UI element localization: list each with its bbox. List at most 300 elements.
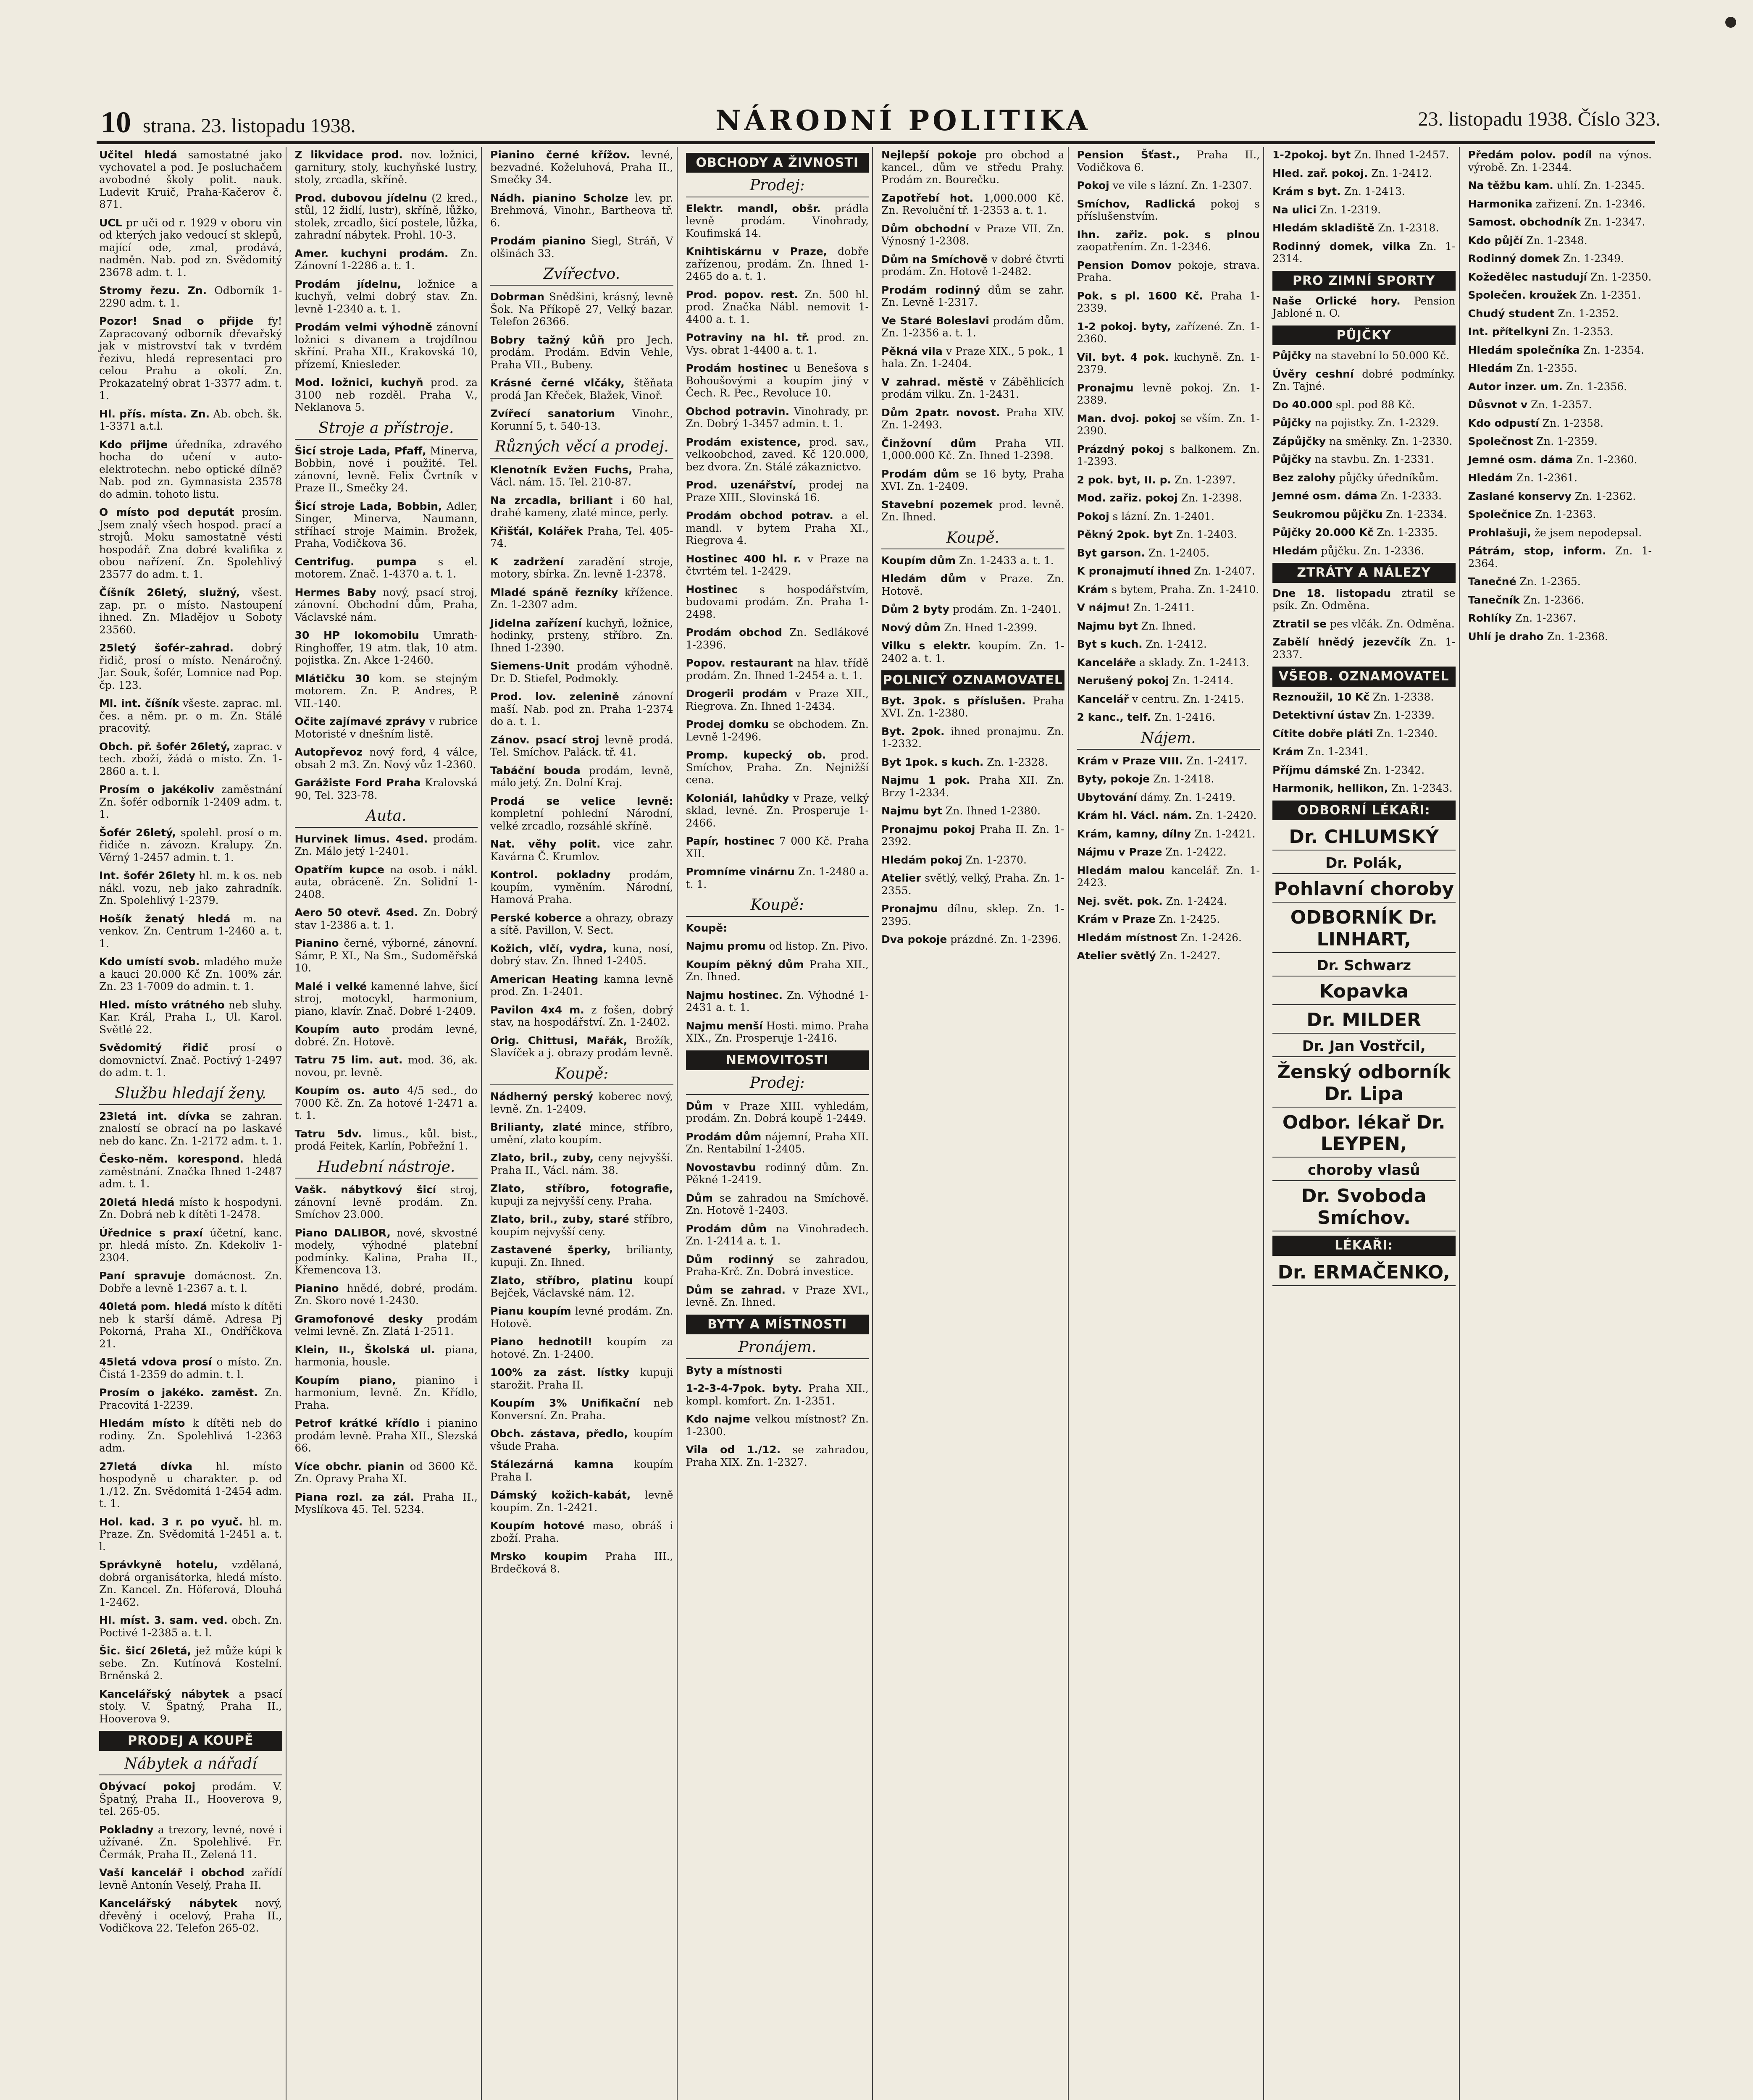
ad-keyword: Pension Šťast., [1077, 149, 1180, 161]
ad-keyword: Dům [686, 1192, 713, 1204]
ad-keyword: Koupím hotové [490, 1520, 584, 1532]
classified-ad [1468, 179, 1652, 192]
classified-ad [1077, 547, 1260, 559]
ad-text: Zn. 1-2480 a. t. 1. [686, 866, 869, 890]
ad-text: v Praze XII., Riegrova. Zn. Ihned 1-2434. [686, 688, 869, 712]
ad-text: koupím Praha I. [490, 1458, 673, 1483]
ad-text: s el. motorem. Znač. 1-4370 a. t. 1. [294, 555, 478, 580]
ad-text: Zn. 1-2314. [1272, 240, 1456, 265]
classified-ad [686, 958, 869, 983]
classified-ad [295, 1417, 478, 1454]
ad-keyword: Harmonik, hellikon, [1272, 782, 1388, 795]
classified-ad [295, 247, 478, 272]
ad-keyword: Kancelářský nábytek [99, 1897, 237, 1910]
ad-text: hl. m. Praze. Zn. Svědomitá 1-2451 a. t. l. [99, 1515, 282, 1553]
ad-keyword: Prodám rodinný [881, 284, 980, 296]
classified-ad [490, 1520, 673, 1544]
ad-keyword: Kanceláře [1077, 656, 1136, 669]
classified-ad [881, 499, 1064, 523]
ad-text: spl. pod 88 Kč. [1332, 398, 1415, 411]
ad-text: Zn. 1-2355. [1513, 362, 1578, 374]
ad-keyword: Harmonika [1468, 197, 1532, 210]
classified-ad [686, 436, 869, 473]
classified-ad [881, 223, 1064, 247]
ad-keyword: Svědomitý řidič [99, 1042, 209, 1054]
ad-text: v Praze. Zn. Hotově. [881, 572, 1064, 597]
ad-keyword: Vašk. nábytkový šicí [294, 1184, 436, 1196]
ad-text: Brožík, Slavíček a j. obrazy prodám levně. [490, 1034, 673, 1059]
ad-keyword: Krám, kamny, dílny [1077, 827, 1191, 840]
classified-ad [686, 989, 869, 1014]
ad-text: Zn. 1-2420. [1192, 809, 1257, 822]
ad-text: kamna levně prod. Zn. 1-2401. [490, 973, 673, 998]
doctor-ad-d5: Dr. Schwarz [1272, 956, 1456, 976]
ad-text: zánovní maší. Nab. pod zn. Praha 1-2374 do a. t. 1. [490, 690, 673, 728]
ad-keyword: Pronajmu pokoj [881, 823, 975, 835]
classified-ad [1468, 381, 1652, 393]
ad-keyword: Uhlí je draho [1468, 630, 1544, 643]
ad-keyword: Hledám malou [1077, 864, 1165, 877]
classified-ad [686, 289, 869, 326]
ad-keyword: Siemens-Unit [490, 660, 570, 672]
classified-ad [1272, 435, 1456, 448]
section-banner-lekari: LÉKAŘI: [1272, 1236, 1456, 1255]
ad-keyword: Krám s byt. [1272, 185, 1341, 197]
ad-text: v rubrice Motoristé v dnešním listě. [294, 715, 478, 740]
ad-text: Zn. 1-2352. [1554, 307, 1619, 320]
ad-keyword: Klenotník Evžen Fuchs, [490, 463, 633, 476]
ad-text: na hlav. třídě prodám. Zn. Ihned 1-2454 a. t. 1. [686, 657, 869, 682]
classified-ad [99, 1196, 282, 1221]
ad-keyword: Prosím o jakékoliv [99, 783, 215, 795]
ad-keyword: Reznoužil, 10 Kč [1272, 690, 1370, 703]
classified-ad [686, 866, 869, 890]
ad-keyword: Klein, II., Školská ul. [294, 1343, 435, 1356]
ad-text: se zahran. znalostí se obrací na po laskavé neb do kanc. Zn. 1-2172 adm. t. 1. [99, 1110, 282, 1147]
ad-text: prodám, levně, málo jetý. Zn. Dolní Kraj. [490, 764, 673, 789]
ad-keyword: Prodám dům [686, 1222, 767, 1235]
classified-ad [1077, 382, 1260, 407]
classified-ad [1468, 252, 1652, 265]
classified-ad [295, 192, 478, 242]
ad-keyword: Prodám dům [881, 467, 959, 480]
ad-keyword: Tanečník [1468, 593, 1520, 606]
classified-ad [686, 509, 869, 547]
section-banner-polnicy: POLNICÝ OZNAMOVATEL [881, 670, 1064, 690]
classified-ad [490, 525, 673, 550]
classified-ad [295, 629, 478, 667]
section-banner-obchody: OBCHODY A ŽIVNOSTI [686, 153, 869, 173]
ad-text: zaprac. v tech. zboží, žádá o místo. Zn. 1-2860 a. t. l. [99, 740, 282, 777]
ad-keyword: Pozor! Snad o přijde [99, 315, 254, 327]
ad-keyword: Vaší kancelář i obchod [99, 1866, 244, 1879]
classified-ad [99, 1110, 282, 1147]
ad-text: Zn. 1-2364. [1468, 545, 1652, 570]
section-subhead-najem: Nájem. [1077, 730, 1260, 750]
classified-ad [686, 202, 869, 240]
ad-keyword: Ml. int. číšník [99, 697, 179, 709]
classified-ad [99, 1780, 282, 1818]
classified-ad [1077, 656, 1260, 669]
ad-text: dobře zařízenou, prodám. Zn. Ihned 1-2465 do a. t. 1. [686, 245, 869, 283]
ad-keyword: Samost. obchodník [1468, 216, 1581, 228]
ad-text: a trezory, levné, nové i užívané. Zn. Spolehlivé. Fr. Čermák, Praha II., Zelená 11. [99, 1823, 282, 1861]
classified-ad [1272, 508, 1456, 521]
ad-text: Zn. 1-2350. [1587, 270, 1652, 283]
ad-text: 1,000.000 Kč. Zn. Revoluční tř. 1-2353 a. t. 1. [881, 192, 1064, 216]
ad-text: štěňata prodá Jan Křeček, Blažek, Vinoř. [490, 377, 673, 402]
ad-text: Zn. 500 hl. prod. Značka Nábl. nemovit 1-4400 a. t. 1. [686, 288, 869, 326]
ad-keyword: Hled. zař. pokoj. [1272, 167, 1368, 179]
ad-keyword: Prodám obchod [686, 626, 782, 639]
ad-keyword: Hledám [1468, 472, 1513, 484]
ad-text: piana, harmonia, housle. [294, 1343, 478, 1368]
ad-keyword: Dne 18. listopadu [1272, 587, 1391, 599]
ad-keyword: Rohlíky [1468, 612, 1512, 624]
ad-keyword: Prod. uzenářství, [686, 479, 796, 491]
classified-ad [295, 1460, 478, 1485]
classified-ad [99, 1688, 282, 1725]
ad-keyword: Najmu hostinec. [686, 989, 783, 1001]
ad-keyword: Mrsko koupim [490, 1550, 588, 1563]
classified-ad [99, 827, 282, 864]
ad-keyword: Amer. kuchyni prodám. [294, 247, 449, 260]
ad-keyword: Stavební pozemek [881, 498, 993, 511]
ad-text: Zn. 1-2358. [1539, 417, 1604, 429]
ad-keyword: Obch. zástava, předlo, [490, 1428, 628, 1440]
ad-text: prod. levně. Zn. Ihned. [881, 498, 1064, 523]
classified-ad [1272, 399, 1456, 411]
ad-text: od listop. Zn. Pivo. [765, 940, 868, 953]
classified-ad [295, 321, 478, 370]
ad-text: ihned pronajmu. Zn. 1-2332. [881, 725, 1064, 750]
classified-ad [1077, 474, 1260, 486]
ad-text: Zn. 1-2397. [1171, 473, 1236, 486]
ad-keyword: Stálezárná kamna [490, 1458, 614, 1471]
ad-keyword: Kdo přijme [99, 438, 168, 451]
ad-text: Snědšini, krásný, levně Šok. Na Příkopě 27, Velký bazar. Telefon 26366. [490, 291, 673, 328]
classified-ad [686, 1161, 869, 1186]
ad-text: ztratil se psík. Zn. Odměna. [1272, 587, 1456, 612]
ad-keyword: Brilianty, zlaté [490, 1121, 582, 1134]
ad-text: dámy. Zn. 1-2419. [1137, 791, 1236, 803]
classified-ad [99, 1270, 282, 1294]
classified-ad [490, 1090, 673, 1115]
ad-text: v centru. Zn. 1-2415. [1129, 693, 1244, 705]
ad-text: pianino i harmonium, levně. Zn. Křídlo, Praha. [294, 1374, 478, 1411]
doctor-ad-d10: Odbor. lékař Dr. LEYPEN, [1272, 1110, 1456, 1158]
ad-keyword: Petrof krátké křídlo [294, 1417, 420, 1430]
classified-ad [1272, 453, 1456, 466]
classified-ad [1272, 490, 1456, 502]
ad-keyword: Prodá se velice levně: [490, 795, 673, 807]
ad-text: půjčku. Zn. 1-2336. [1317, 544, 1424, 557]
ad-keyword: Pěkný 2pok. byt [1077, 528, 1173, 541]
classified-ad [1468, 149, 1652, 173]
classified-ad [295, 1023, 478, 1048]
ad-text: stroj, zánovní levně prodám. Zn. Smíchov 23.000. [294, 1184, 478, 1221]
classified-ad [490, 1305, 673, 1330]
classified-ad [490, 1336, 673, 1360]
ad-text: Praha XVI. Zn. 1-2380. [881, 694, 1064, 719]
ad-keyword: Prodám obchod potrav. [686, 509, 833, 522]
ad-text: levně koupím. Zn. 1-2421. [490, 1489, 673, 1514]
ad-text: vzdělaná, dobrá organisátorka, hledá místo. Zn. Kancel. Zn. Höferová, Dlouhá 1-2462. [99, 1559, 282, 1608]
classified-ad [881, 903, 1064, 927]
classified-columns [97, 147, 1655, 2100]
classified-ad [99, 217, 282, 279]
ad-text: Zn. 1-2412. [1142, 638, 1207, 650]
classified-ad [1468, 630, 1652, 643]
classified-ad [881, 805, 1064, 817]
ad-keyword: Vila od 1./12. [686, 1444, 781, 1456]
ad-keyword: Prod. dubovou jídelnu [294, 192, 427, 204]
ad-text: Zn. 1-2360. [1573, 453, 1637, 466]
classified-ad [1468, 527, 1652, 539]
classified-ad [686, 1444, 869, 1468]
ad-keyword: Centrifug. pumpa [294, 555, 417, 568]
ad-keyword: Nat. věhy polit. [490, 838, 601, 850]
classified-ad [99, 740, 282, 778]
ad-keyword: 27letá dívka [99, 1460, 193, 1473]
classified-ad [490, 1366, 673, 1391]
column-2 [292, 147, 482, 2100]
classified-ad [686, 922, 869, 934]
section-banner-vseob: VŠEOB. OZNAMOVATEL [1272, 667, 1456, 686]
ad-text: Zn. 1-2413. [1340, 185, 1405, 197]
section-subhead-prodej: Prodej: [686, 177, 869, 197]
classified-ad [490, 1121, 673, 1146]
ad-keyword: Najmu promu [686, 940, 766, 953]
ad-keyword: K pronajmutí ihned [1077, 565, 1191, 577]
ad-text: se obchodem. Zn. Levně 1-2496. [686, 718, 869, 743]
classified-ad [1272, 545, 1456, 557]
ad-keyword: Nej. svět. pok. [1077, 895, 1163, 907]
ad-text: Zn. 1-2318. [1375, 222, 1439, 234]
classified-ad [686, 583, 869, 621]
ad-keyword: Na zrcadla, briliant [490, 494, 613, 507]
page-header [0, 0, 1753, 139]
ad-text: Zn. 1-2328. [983, 756, 1048, 768]
classified-ad [1077, 443, 1260, 468]
classified-ad [1077, 638, 1260, 651]
ad-keyword: Hl. míst. 3. sam. ved. [99, 1614, 228, 1627]
ad-text: kompletní pohlední Národní, velké zrcadlo, rozsáhlé skříně. [490, 807, 673, 832]
ad-text: Zn. 1-2333. [1377, 490, 1442, 502]
ad-keyword: Kdo najme [686, 1413, 750, 1425]
classified-ad [99, 438, 282, 501]
ad-keyword: Prohlašuji, [1468, 526, 1531, 539]
ad-text: Praha II., Vodičkova 6. [1077, 149, 1260, 173]
classified-ad [295, 1084, 478, 1122]
ad-text: v dobré čtvrti prodám. Zn. Hotově 1-2482. [881, 253, 1064, 278]
ad-text: Zn. 1-2362. [1571, 490, 1636, 502]
ad-keyword: Zlato, bril., zuby, staré [490, 1213, 629, 1226]
ad-keyword: Autor inzer. um. [1468, 380, 1563, 393]
classified-ad [490, 1244, 673, 1268]
ad-keyword: Tabáční bouda [490, 764, 581, 777]
ad-keyword: Garážiste Ford Praha [294, 777, 421, 789]
ad-text: Zn. 1-2319. [1316, 203, 1381, 216]
ad-keyword: Hol. kad. 3 r. po vyuč. [99, 1515, 243, 1528]
ad-text: Zn. 1-2343. [1388, 782, 1453, 795]
ad-keyword: Krásné černé vlčáky, [490, 377, 625, 389]
classified-ad [1272, 587, 1456, 612]
classified-ad [295, 980, 478, 1018]
ad-keyword: Nejlepší pokoje [881, 149, 977, 161]
doctor-ad-d8: Dr. Jan Vostřcil, [1272, 1036, 1456, 1057]
section-subhead-sluzby: Službu hledají ženy. [99, 1085, 282, 1105]
ad-keyword: Šofér 26letý, [99, 826, 176, 839]
classified-ad [881, 315, 1064, 339]
ad-text: Zn. 1-2433 a. t. 1. [955, 554, 1054, 567]
classified-ad [686, 1020, 869, 1045]
ad-text: křížence. Zn. 1-2307 adm. [490, 586, 673, 611]
classified-ad [686, 657, 869, 682]
ad-text: mod. 36, ak. novou, pr. levně. [294, 1054, 478, 1079]
ad-keyword: Zvířecí sanatorium [490, 407, 615, 420]
ad-keyword: Piana rozl. za zál. [294, 1491, 415, 1503]
ad-keyword: Koloniál, lahůdky [686, 792, 789, 804]
ad-keyword: Chudý student [1468, 307, 1555, 320]
ad-text: prosím. Jsem znalý všech hospod. prací a strojů. Moku samostatně vésti hospodář. Zna dobré kvalifika z obou nařízení. Zn. Spolehlivý 23577 do adm. t. 1. [99, 506, 282, 580]
ad-text: a sklady. Zn. 1-2413. [1136, 656, 1249, 669]
ad-keyword: 45letá vdova prosí [99, 1356, 212, 1368]
classified-ad [1077, 711, 1260, 724]
classified-ad [686, 1100, 869, 1125]
ad-text: jež může kúpi k sebe. Zn. Kutínová Kostelní. Brněnská 2. [99, 1645, 282, 1682]
ad-text: Zn. 1-2368. [1543, 630, 1608, 643]
ad-keyword: Pension Domov [1077, 259, 1172, 271]
classified-ad [1272, 709, 1456, 722]
ad-text: na pojistky. Zn. 1-2329. [1311, 417, 1439, 429]
classified-ad [881, 149, 1064, 186]
ad-text: Zn. 1-2335. [1373, 526, 1438, 539]
classified-ad [1272, 636, 1456, 661]
classified-ad [686, 835, 869, 860]
ad-text: nové, skvostné modely, výhodné platební podmínky. Kalina, Praha II., Křemencova 13. [294, 1226, 478, 1276]
ad-text: s bytem, Praha. Zn. 1-2410. [1108, 583, 1259, 596]
ad-text: prodám, koupím, vyměním. Národní, Hamová Praha. [490, 869, 673, 906]
ad-keyword: Kancelářský nábytek [99, 1688, 229, 1700]
classified-ad [686, 749, 869, 786]
ad-keyword: Jemné osm. dáma [1272, 490, 1377, 502]
ad-text: ceny nejvyšší. Praha II., Václ. nám. 38. [490, 1152, 673, 1176]
classified-ad [490, 407, 673, 432]
ad-keyword: Pokladny [99, 1823, 154, 1836]
classified-ad [490, 869, 673, 906]
ad-text: hl. m. k os. neb nákl. vozu, neb jako zahradník. Zn. Spolehlivý 1-2379. [99, 869, 282, 906]
ad-text: kamenné lahve, šicí stroj, motocykl, harmonium, piano, klavír. Znač. Dobré 1-2409. [294, 980, 478, 1017]
ad-keyword: Kdo půjčí [1468, 234, 1523, 247]
ad-keyword: Prodám jídelnu, [294, 278, 402, 290]
classified-ad [295, 586, 478, 624]
section-subhead-pronajem: Pronájem. [686, 1339, 869, 1359]
ad-keyword: Tatru 5dv. [294, 1127, 362, 1140]
ad-keyword: Koupě: [686, 921, 728, 934]
section-banner-prozimni: PRO ZIMNÍ SPORTY [1272, 271, 1456, 291]
section-banner-nemovitosti: NEMOVITOSTI [686, 1050, 869, 1070]
ad-keyword: Nerušený pokoj [1077, 675, 1169, 687]
ad-keyword: Půjčky 20.000 Kč [1272, 526, 1374, 539]
ad-text: místo k hospodyni. Zn. Dobrá neb k dítěti 1-2478. [99, 1196, 282, 1221]
ad-text: Zn. Ihned. [1138, 620, 1196, 632]
ad-keyword: Prodám existence, [686, 436, 801, 448]
classified-ad [1468, 344, 1652, 357]
classified-ad [99, 1516, 282, 1553]
ad-text: Praha II., Myslíkova 45. Tel. 5234. [294, 1491, 478, 1516]
ad-keyword: 1-2pokoj. byt [1272, 149, 1351, 161]
ad-text: mince, stříbro, umění, zlato koupím. [490, 1121, 673, 1146]
ad-text: obch. Zn. Poctivé 1-2385 a. t. l. [99, 1614, 282, 1639]
classified-ad [1077, 895, 1260, 908]
classified-ad [1272, 472, 1456, 484]
column-3 [488, 147, 678, 2100]
ad-text: Siegl, Stráň, V olšinách 33. [490, 235, 673, 260]
classified-ad [295, 1054, 478, 1079]
ad-text: nový, dřevěný i ocelový, Praha II., Vodičkova 22. Telefon 265-02. [99, 1897, 282, 1935]
ad-keyword: Pronajmu [881, 903, 938, 915]
ad-keyword: Prodám hostinec [686, 362, 788, 375]
ad-text: limus., kůl. bist., prodá Feitek, Karlín, Pobřežní 1. [294, 1127, 478, 1152]
classified-ad [881, 376, 1064, 401]
ad-keyword: Kontrol. pokladny [490, 869, 611, 881]
classified-ad [295, 937, 478, 974]
ad-keyword: Dům se zahrad. [686, 1284, 786, 1296]
ad-keyword: Kožedělec nastudují [1468, 270, 1587, 283]
ad-text: všest. zap. pr. o místo. Nastoupení ihned. Zn. Mladějov u Soboty 23560. [99, 586, 282, 636]
ad-keyword: Pianu koupím [490, 1305, 571, 1318]
ad-keyword: Půjčky [1272, 417, 1311, 429]
ad-keyword: Pianino [294, 937, 339, 950]
section-banner-prodej-koupe: PRODEJ A KOUPĚ [99, 1731, 282, 1751]
classified-ad [1077, 693, 1260, 706]
ad-text: koupím všude Praha. [490, 1428, 673, 1452]
ad-text: Praha XII. Zn. Brzy 1-2334. [881, 774, 1064, 799]
classified-ad [686, 1382, 869, 1407]
classified-ad [295, 1374, 478, 1412]
ad-keyword: Koupím os. auto [294, 1084, 400, 1097]
ad-text: maso, obráš i zboží. Praha. [490, 1520, 673, 1544]
classified-ad [1077, 675, 1260, 687]
ad-keyword: Prázdný pokoj [1077, 443, 1164, 455]
classified-ad [686, 1284, 869, 1309]
ad-text: se zahradou na Smíchově. Zn. Hotově 1-2403. [686, 1192, 869, 1217]
ad-keyword: Elektr. mandl, obšr. [686, 202, 821, 215]
classified-ad [295, 1184, 478, 1221]
ad-keyword: Hledám [1468, 362, 1513, 374]
ad-text: v Praze VII. Zn. Výnosný 1-2308. [881, 222, 1064, 247]
ad-text: nový, psací stroj, zánovní. Obchodní dům, Praha, Václavské nám. [294, 586, 478, 623]
ad-text: nový ford, 4 válce, obsah 2 m3. Zn. Nový vůz 1-2360. [294, 746, 478, 771]
classified-ad [490, 912, 673, 937]
ad-text: Zn. 1-2348. [1523, 234, 1587, 247]
ad-keyword: Krám v Praze VIII. [1077, 754, 1183, 767]
ad-text: Vinohrady, pr. Zn. Dobrý 1-3457 admin. t. 1. [686, 405, 869, 430]
classified-ad [881, 407, 1064, 431]
classified-ad [295, 1282, 478, 1307]
ad-keyword: Naše Orlické hory. [1272, 294, 1401, 307]
classified-ad [490, 1397, 673, 1422]
classified-ad [1077, 773, 1260, 785]
classified-ad [99, 1897, 282, 1935]
ad-keyword: Byt garson. [1077, 546, 1145, 559]
classified-ad [1077, 601, 1260, 614]
classified-ad [490, 764, 673, 789]
classified-ad [686, 331, 869, 356]
classified-ad [1468, 435, 1652, 448]
classified-ad [99, 1356, 282, 1381]
